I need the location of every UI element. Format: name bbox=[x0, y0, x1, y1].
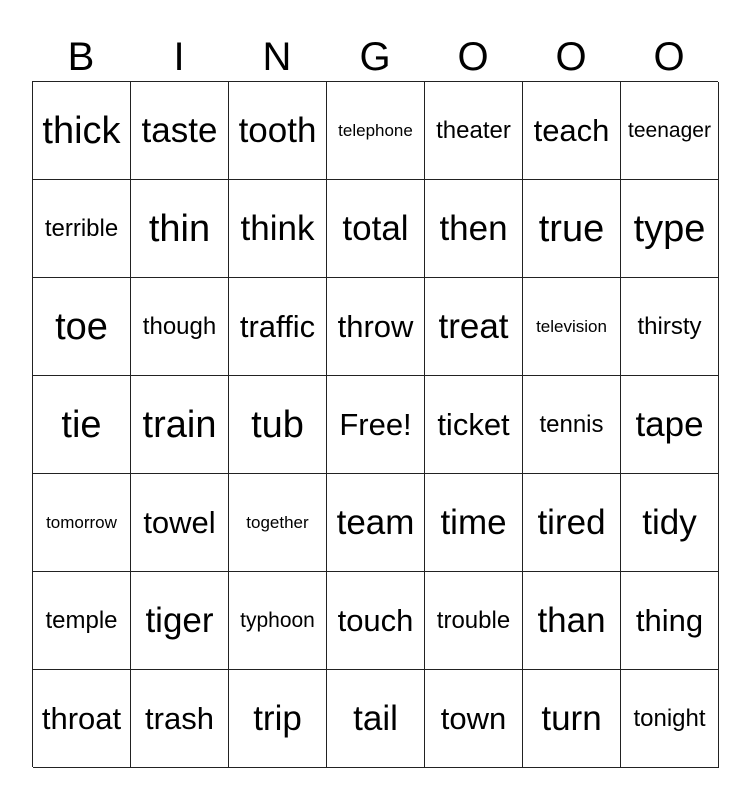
header-letter-n: N bbox=[262, 35, 292, 79]
bingo-cell[interactable]: tooth bbox=[229, 82, 327, 180]
bingo-cell[interactable]: treat bbox=[425, 278, 523, 376]
bingo-cell[interactable]: tidy bbox=[621, 474, 719, 572]
header-letter-o-1: O bbox=[457, 35, 489, 79]
bingo-cell[interactable]: thirsty bbox=[621, 278, 719, 376]
bingo-cell[interactable]: ticket bbox=[425, 376, 523, 474]
bingo-cell[interactable]: tie bbox=[33, 376, 131, 474]
bingo-cell[interactable]: telephone bbox=[327, 82, 425, 180]
header-letter-i: I bbox=[173, 35, 185, 79]
header-letter-o-3: O bbox=[653, 35, 685, 79]
bingo-cell[interactable]: theater bbox=[425, 82, 523, 180]
bingo-cell[interactable]: tonight bbox=[621, 670, 719, 768]
bingo-cell[interactable]: though bbox=[131, 278, 229, 376]
header-letter-g: G bbox=[359, 35, 391, 79]
bingo-cell[interactable]: tomorrow bbox=[33, 474, 131, 572]
free-space-cell[interactable]: Free! bbox=[327, 376, 425, 474]
bingo-cell[interactable]: tennis bbox=[523, 376, 621, 474]
bingo-cell[interactable]: tape bbox=[621, 376, 719, 474]
bingo-cell[interactable]: town bbox=[425, 670, 523, 768]
bingo-cell[interactable]: traffic bbox=[229, 278, 327, 376]
bingo-cell[interactable]: throat bbox=[33, 670, 131, 768]
bingo-cell[interactable]: typhoon bbox=[229, 572, 327, 670]
bingo-cell[interactable]: towel bbox=[131, 474, 229, 572]
bingo-board bbox=[32, 81, 718, 767]
bingo-cell[interactable]: throw bbox=[327, 278, 425, 376]
bingo-cell[interactable]: teach bbox=[523, 82, 621, 180]
bingo-cell[interactable]: time bbox=[425, 474, 523, 572]
bingo-cell[interactable]: type bbox=[621, 180, 719, 278]
bingo-cell[interactable]: terrible bbox=[33, 180, 131, 278]
bingo-cell[interactable]: television bbox=[523, 278, 621, 376]
bingo-cell[interactable]: team bbox=[327, 474, 425, 572]
bingo-cell[interactable]: think bbox=[229, 180, 327, 278]
bingo-cell[interactable]: thing bbox=[621, 572, 719, 670]
bingo-cell[interactable]: taste bbox=[131, 82, 229, 180]
bingo-cell[interactable]: together bbox=[229, 474, 327, 572]
bingo-cell[interactable]: then bbox=[425, 180, 523, 278]
header-letter-o-2: O bbox=[555, 35, 587, 79]
bingo-cell[interactable]: true bbox=[523, 180, 621, 278]
bingo-cell[interactable]: trouble bbox=[425, 572, 523, 670]
bingo-cell[interactable]: trash bbox=[131, 670, 229, 768]
bingo-cell[interactable]: touch bbox=[327, 572, 425, 670]
bingo-cell[interactable]: than bbox=[523, 572, 621, 670]
bingo-cell[interactable]: tired bbox=[523, 474, 621, 572]
bingo-cell[interactable]: teenager bbox=[621, 82, 719, 180]
bingo-cell[interactable]: trip bbox=[229, 670, 327, 768]
header-letter-b: B bbox=[67, 35, 95, 79]
bingo-cell[interactable]: thick bbox=[33, 82, 131, 180]
bingo-cell[interactable]: total bbox=[327, 180, 425, 278]
bingo-cell[interactable]: train bbox=[131, 376, 229, 474]
bingo-cell[interactable]: tiger bbox=[131, 572, 229, 670]
bingo-cell[interactable]: thin bbox=[131, 180, 229, 278]
bingo-cell[interactable]: toe bbox=[33, 278, 131, 376]
bingo-cell[interactable]: turn bbox=[523, 670, 621, 768]
bingo-cell[interactable]: temple bbox=[33, 572, 131, 670]
bingo-cell[interactable]: tub bbox=[229, 376, 327, 474]
bingo-cell[interactable]: tail bbox=[327, 670, 425, 768]
bingo-header bbox=[32, 34, 718, 80]
